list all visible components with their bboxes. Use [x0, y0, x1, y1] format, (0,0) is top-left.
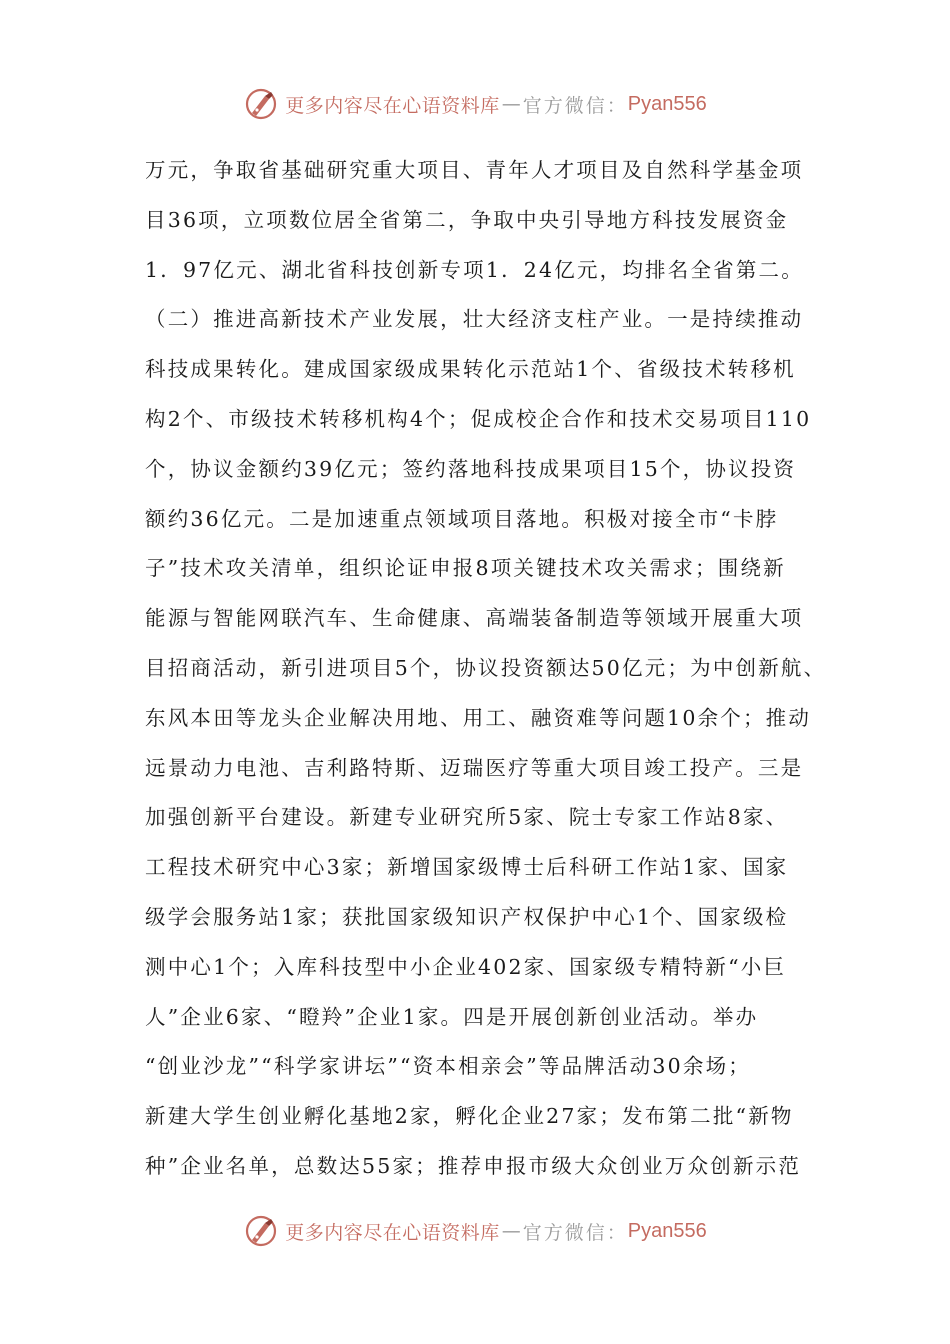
banner-separator: — — [501, 1220, 521, 1242]
text-line: 测中心1个；入库科技型中小企业402家、国家级专精特新“小巨 — [145, 954, 787, 979]
text-line: 1．97亿元、湖北省科技创新专项1．24亿元，均排名全省第二。 — [145, 257, 804, 282]
banner-title: 更多内容尽在心语资料库 — [285, 94, 500, 117]
pen-nib-logo-icon — [243, 86, 279, 122]
text-line: 远景动力电池、吉利路特斯、迈瑞医疗等重大项目竣工投产。三是 — [145, 755, 804, 780]
header-watermark-banner — [0, 84, 950, 124]
text-line: “创业沙龙”“科学家讲坛”“资本相亲会”等品牌活动30余场； — [145, 1054, 751, 1079]
text-line: 额约36亿元。二是加速重点领域项目落地。积极对接全市“卡脖 — [145, 506, 779, 531]
text-line: 新建大学生创业孵化基地2家，孵化企业27家；发布第二批“新物 — [145, 1104, 794, 1129]
text-line: 东风本田等龙头企业解决用地、用工、融资难等问题10余个；推动 — [145, 705, 812, 730]
banner-wechat-id: Pyan556 — [627, 92, 707, 115]
text-line: 目36项，立项数位居全省第二，争取中央引导地方科技发展资金 — [145, 207, 789, 232]
banner-wechat-label: 官方微信： — [522, 1221, 628, 1244]
banner-wechat-id: Pyan556 — [627, 1219, 707, 1242]
text-line: 工程技术研究中心3家；新增国家级博士后科研工作站1家、国家 — [145, 855, 789, 880]
banner-wechat-label: 官方微信： — [522, 94, 628, 117]
text-line: 个，协议金额约39亿元；签约落地科技成果项目15个，协议投资 — [145, 456, 797, 481]
text-line: 种”企业名单，总数达55家；推荐申报市级大众创业万众创新示范 — [145, 1153, 802, 1178]
text-line: 能源与智能网联汽车、生命健康、高端装备制造等领域开展重大项 — [145, 606, 804, 631]
text-line: 目招商活动，新引进项目5个，协议投资额达50亿元；为中创新航、 — [145, 655, 827, 680]
text-line: 人”企业6家、“瞪羚”企业1家。四是开展创新创业活动。举办 — [145, 1004, 759, 1029]
banner-title: 更多内容尽在心语资料库 — [285, 1221, 500, 1244]
text-line: 科技成果转化。建成国家级成果转化示范站1个、省级技术转移机 — [145, 357, 796, 382]
section-heading-line: （二）推进高新技术产业发展，壮大经济支柱产业。一是持续推动 — [145, 307, 804, 332]
text-line: 子”技术攻关清单，组织论证申报8项关键技术攻关需求；围绕新 — [145, 556, 786, 581]
pen-nib-logo-icon — [243, 1213, 279, 1249]
text-line: 级学会服务站1家；获批国家级知识产权保护中心1个、国家级检 — [145, 904, 789, 929]
text-line: 构2个、市级技术转移机构4个；促成校企合作和技术交易项目110 — [145, 406, 812, 431]
footer-watermark-banner — [0, 1211, 950, 1251]
text-line: 万元，争取省基础研究重大项目、青年人才项目及自然科学基金项 — [145, 158, 804, 182]
document-body — [145, 150, 827, 1196]
text-line: 加强创新平台建设。新建专业研究所5家、院士专家工作站8家、 — [145, 805, 789, 830]
banner-separator: — — [501, 93, 521, 115]
